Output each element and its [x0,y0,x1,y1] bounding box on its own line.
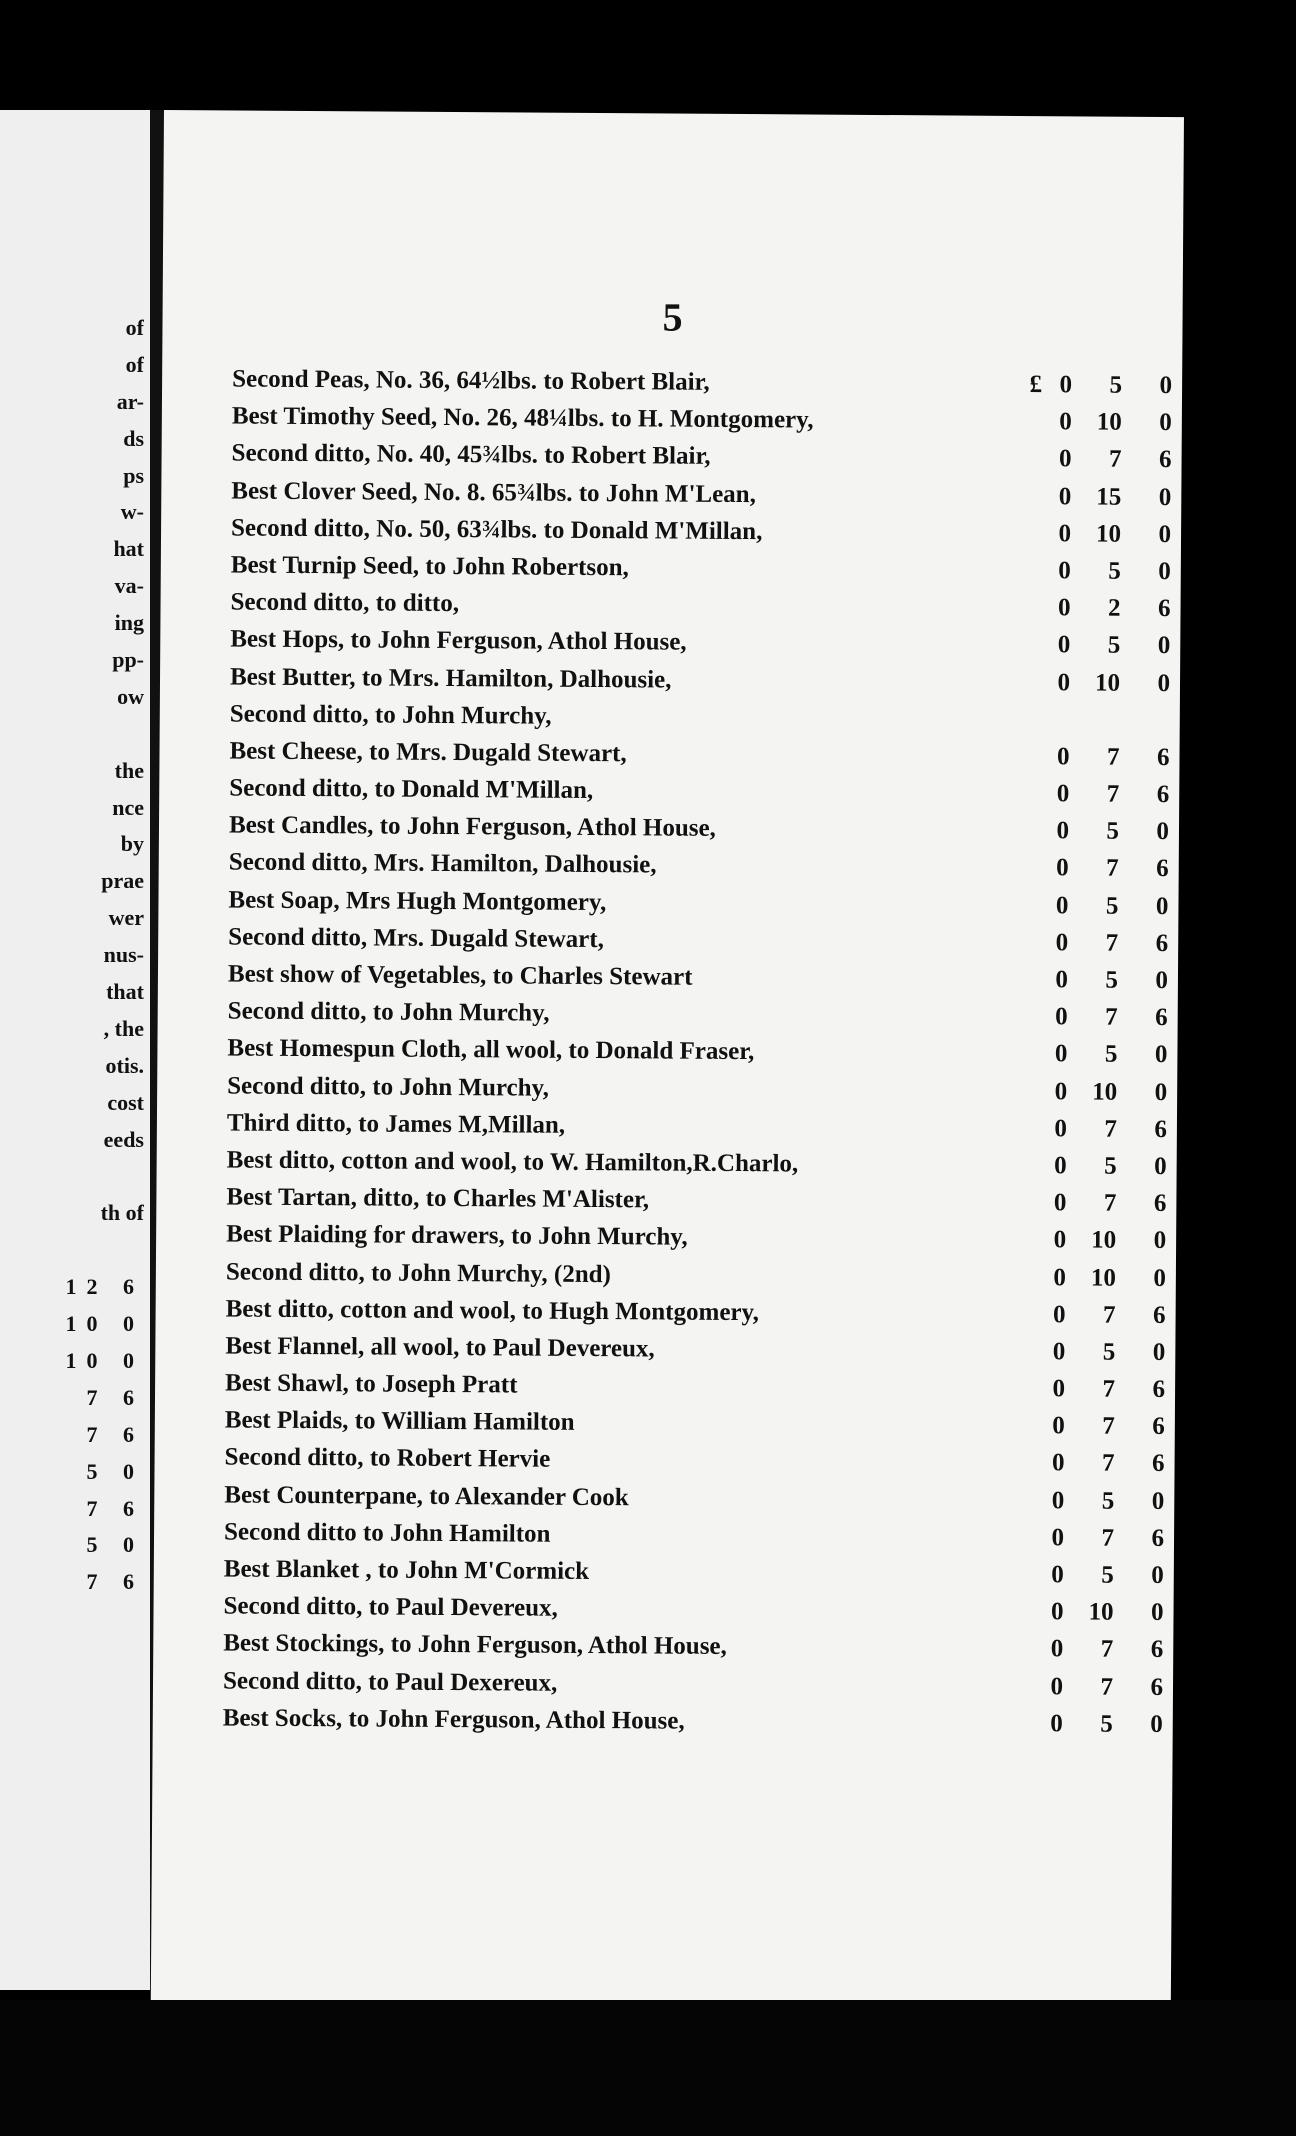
amount-pounds: 0 [1057,631,1071,659]
amount-pounds: 0 [1050,1598,1064,1626]
amount-pence: 6 [1156,781,1170,809]
amount-shillings: 10 [1096,408,1122,436]
amount-pence: 0 [1157,632,1171,660]
amount-pence: 6 [1156,855,1169,883]
left-page-fragment: th of [100,1200,144,1226]
amount-pence: 0 [1152,1338,1166,1366]
prize-description: Second ditto, No. 40, 45¾lbs. to Robert Blair, [231,439,711,471]
left-page-fragment: that [106,979,144,1005]
amount-pence: 6 [1151,1524,1165,1552]
amount-pence: 0 [1150,1599,1164,1627]
amount-pounds: 0 [1058,520,1072,548]
amount-pounds: 0 [1054,1077,1068,1105]
scan-background [0,2000,1296,2136]
amount-shillings: 5 [1104,1152,1117,1180]
prize-description: Second ditto, to Donald M'Millan, [229,774,594,805]
amount-pence: 0 [1154,1078,1168,1106]
amount-pence: 0 [1157,669,1171,697]
left-page-amount: 7 6 [86,1421,144,1447]
prize-description: Best Turnip Seed, to John Robertson, [230,551,629,582]
amount-pounds: 0 [1056,743,1070,771]
page-number: 5 [662,294,683,340]
left-page-fragment: , the [103,1015,144,1041]
prize-row [223,1699,1163,1743]
amount-pounds: 0 [1057,594,1071,622]
amount-shillings: 2 [1107,594,1121,622]
left-page-fragment: hat [113,536,144,562]
amount-pounds: 0 [1055,966,1069,994]
prize-description: Second ditto, to Paul Devereux, [223,1592,558,1622]
amount-pence: 0 [1154,1152,1167,1180]
amount-shillings: 5 [1100,1710,1113,1738]
amount-shillings: 5 [1104,1040,1118,1069]
left-page-fragment: va- [114,573,144,599]
prize-description: Second Peas, No. 36, 64½lbs. to Robert Blair, [232,365,710,396]
prize-description: Best Counterpane, to Alexander Cook [224,1481,629,1511]
amount-shillings: 10 [1091,1226,1117,1254]
left-page-fragment [4,1158,144,1195]
left-page-fragment: w- [120,499,144,525]
amount-pence: 0 [1151,1561,1164,1590]
left-page-fragment: nce [112,794,144,820]
amount-pounds: 0 [1052,1338,1066,1366]
prize-description: Best Homespun Cloth, all wool, to Donald Fraser, [227,1034,755,1066]
amount-shillings: 10 [1088,1598,1114,1626]
left-page-amount: 5 0 [86,1532,144,1558]
prize-description: Best Butter, to Mrs. Hamilton, Dalhousie, [229,662,672,694]
left-page-fragment: eeds [103,1126,144,1152]
left-page-fragment: of [125,351,144,377]
amount-shillings: 5 [1105,966,1119,994]
amount-shillings: 7 [1102,1375,1116,1403]
prize-description: Best Soap, Mrs Hugh Montgomery, [228,886,607,916]
prize-description: Second ditto, to Paul Dexereux, [222,1667,558,1697]
amount-pence: 6 [1151,1450,1165,1478]
amount-shillings: 7 [1106,743,1120,771]
amount-pounds: 0 [1058,482,1072,510]
amount-pence: 6 [1155,929,1169,957]
amount-pounds: 0 [1055,891,1069,919]
amount-pounds: 0 [1054,1040,1068,1068]
amount-pence: 0 [1155,892,1169,920]
amount-pounds: 0 [1055,1003,1068,1031]
amount-pounds: 0 [1059,371,1073,399]
prize-description: Best Tartan, ditto, to Charles M'Alister, [226,1183,650,1214]
prize-description: Best Cheese, to Mrs. Dugald Stewart, [229,737,627,768]
amount-pence: 0 [1159,371,1173,400]
amount-pence: 0 [1150,1710,1163,1738]
amount-shillings: 15 [1096,483,1122,511]
amount-shillings: 5 [1108,557,1121,585]
amount-pounds: 0 [1051,1449,1065,1477]
left-page-amount: 5 0 [86,1458,144,1484]
amount-pence: 0 [1156,818,1170,846]
prize-description: Best Plaiding for drawers, to John Murchy, [226,1220,688,1251]
prize-description: Best ditto, cotton and wool, to W. Hamilton,R.Charlo, [226,1146,799,1178]
left-page-fragment: cost [107,1089,144,1115]
amount-shillings: 7 [1106,855,1119,883]
left-page-fragment: the [114,757,144,783]
amount-shillings: 5 [1109,371,1123,399]
amount-pence: 0 [1155,966,1169,995]
amount-pounds: 0 [1053,1226,1067,1254]
amount-shillings: 7 [1106,780,1120,808]
prize-description: Best Timothy Seed, No. 26, 48¼lbs. to H. Montgomery, [231,402,814,434]
left-page-fragment: prae [101,868,144,894]
left-page [0,110,150,1990]
amount-pounds: 0 [1050,1709,1063,1738]
left-page-fragment: by [120,831,144,857]
amount-shillings: 5 [1101,1561,1114,1589]
left-page-fragment: ps [123,462,144,488]
amount-pence: 6 [1156,743,1170,771]
prize-description: Best ditto, cotton and wool, to Hugh Montgomery, [225,1295,760,1326]
amount-shillings: 5 [1107,631,1121,660]
amount-shillings: 7 [1108,445,1122,474]
amount-pounds: 0 [1051,1561,1064,1589]
left-page-amount: 7 6 [86,1384,144,1410]
amount-pence: 6 [1157,595,1171,623]
prize-description: Second ditto to John Hamilton [223,1518,551,1548]
left-page-fragment: otis. [105,1052,144,1078]
amount-pence: 0 [1158,557,1171,585]
amount-pounds: 0 [1057,668,1071,696]
left-page-amount: 10 0 [65,1347,144,1373]
prize-description: Second ditto, to ditto, [230,588,460,618]
amount-pounds: 0 [1055,929,1069,957]
prize-description: Third ditto, to James M,Millan, [226,1109,566,1139]
amount-pence: 6 [1153,1190,1167,1218]
amount-pence: 0 [1158,520,1172,548]
amount-shillings: 7 [1100,1635,1114,1664]
amount-shillings: 5 [1101,1487,1115,1515]
amount-shillings: 10 [1094,669,1121,697]
left-page-amount: 12 6 [65,1274,144,1300]
prize-description: Best Shawl, to Joseph Pratt [225,1369,518,1399]
prize-description: Second ditto, to John Murchy, [227,997,550,1027]
amount-pounds: 0 [1056,817,1070,845]
left-page-fragment: wer [108,905,144,931]
amount-pounds: 0 [1052,1412,1065,1440]
amount-pounds: 0 [1056,780,1070,808]
amount-pence: 6 [1150,1673,1164,1701]
prize-description: Best show of Vegetables, to Charles Stewart [227,960,693,991]
prize-description: Best Clover Seed, No. 8. 65¾lbs. to John M'Lean, [231,477,756,508]
amount-shillings: 7 [1100,1673,1114,1701]
amount-pounds: 0 [1053,1263,1066,1291]
left-page-fragment: ds [123,425,144,451]
amount-pence: 0 [1153,1264,1166,1292]
amount-pounds: 0 [1051,1486,1065,1514]
amount-pence: 0 [1154,1041,1168,1069]
prize-description: Second ditto, to John Murchy, (2nd) [225,1257,611,1288]
prize-description: Best Socks, to John Ferguson, Athol House, [222,1704,685,1735]
left-page-fragment: ar- [116,388,144,414]
amount-pounds: 0 [1053,1300,1066,1329]
right-page [151,110,1184,2027]
amount-shillings: 7 [1103,1189,1117,1217]
amount-pounds: 0 [1056,854,1069,882]
prize-description: Second ditto, No. 50, 63¾lbs. to Donald M'Millan, [230,514,763,545]
prize-description: Best Flannel, all wool, to Paul Devereux, [225,1332,655,1363]
amount-shillings: 7 [1105,929,1119,957]
amount-pounds: 0 [1051,1524,1065,1552]
prize-list [223,360,1173,1742]
currency-symbol: £ [1029,371,1043,399]
amount-pounds: 0 [1052,1375,1066,1403]
left-page-fragment: ing [114,610,144,636]
amount-pounds: 0 [1058,557,1071,585]
amount-pence: 6 [1152,1413,1165,1441]
amount-shillings: 7 [1103,1301,1116,1329]
amount-pounds: 0 [1058,445,1072,473]
amount-shillings: 10 [1095,520,1122,548]
amount-pence: 6 [1158,446,1172,474]
left-page-spacer [4,1232,144,1269]
amount-shillings: 5 [1102,1338,1116,1366]
amount-shillings: 10 [1092,1078,1118,1106]
prize-description: Best Candles, to John Ferguson, Athol House, [228,811,716,843]
amount-pence: 6 [1154,1115,1168,1143]
left-page-fragment: ow [117,683,144,709]
prize-description: Best Hops, to John Ferguson, Athol House, [230,625,687,656]
prize-description: Second ditto, to John Murchy, [229,700,552,730]
amount-shillings: 7 [1104,1115,1118,1143]
left-page-amount: 10 0 [65,1311,144,1337]
left-page-amount: 7 6 [86,1569,144,1595]
amount-pence: 0 [1153,1227,1167,1255]
amount-shillings: 7 [1101,1450,1115,1478]
amount-shillings: 5 [1105,892,1119,920]
left-page-fragment: of [125,315,144,340]
left-page-text [4,310,144,1601]
amount-shillings: 10 [1090,1263,1116,1292]
left-page-fragment: nus- [103,942,144,968]
left-page-fragment [4,716,144,753]
left-page-amount: 7 6 [86,1495,144,1521]
amount-pence: 0 [1158,483,1172,511]
amount-shillings: 7 [1101,1524,1115,1552]
prize-description: Second ditto, to John Murchy, [227,1072,550,1102]
amount-pounds: 0 [1054,1152,1067,1180]
amount-pounds: 0 [1050,1635,1064,1663]
left-page-fragment: pp- [112,647,144,673]
amount-pounds: 0 [1054,1114,1068,1143]
amount-pence: 6 [1150,1636,1164,1664]
amount-pence: 0 [1151,1487,1165,1515]
prize-description: Best Blanket , to John M'Cormick [223,1555,590,1586]
amount-shillings: 7 [1105,1003,1118,1031]
amount-pence: 6 [1152,1375,1166,1404]
amount-pounds: 0 [1059,408,1072,436]
prize-description: Second ditto, Mrs. Hamilton, Dalhousie, [228,848,657,879]
amount-pence: 6 [1153,1301,1166,1329]
amount-shillings: 5 [1106,817,1120,845]
prize-description: Best Stockings, to John Ferguson, Athol House, [223,1629,727,1661]
prize-description: Best Plaids, to William Hamilton [224,1406,575,1437]
prize-description: Second ditto, to Robert Hervie [224,1443,551,1474]
amount-pence: 0 [1159,409,1172,437]
prize-description: Second ditto, Mrs. Dugald Stewart, [228,923,605,953]
amount-pounds: 0 [1053,1189,1067,1217]
amount-pounds: 0 [1050,1672,1064,1700]
amount-shillings: 7 [1102,1412,1115,1440]
amount-pence: 6 [1155,1004,1168,1032]
